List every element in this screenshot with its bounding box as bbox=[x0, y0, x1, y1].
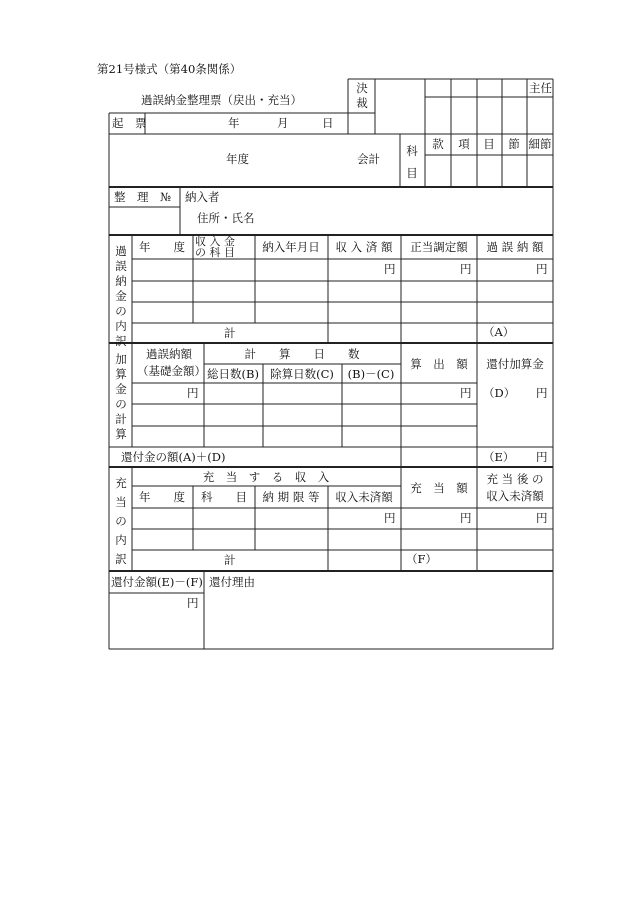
kisho-label: 起 票 bbox=[112, 116, 147, 130]
address-name-label: 住所・氏名 bbox=[197, 211, 255, 225]
op-yen-overpaid: 円 bbox=[536, 262, 548, 276]
int-sub-diff: (B)－(C) bbox=[347, 367, 395, 381]
kisho-year: 年 bbox=[228, 116, 240, 130]
kisho-day: 日 bbox=[322, 116, 334, 130]
op-header-nendo: 年 度 bbox=[139, 240, 185, 254]
kamoku-label: 科目 bbox=[406, 144, 418, 180]
allocation-side-label: 充当の内訳 bbox=[115, 476, 127, 566]
alloc-after-header-2: 収入未済額 bbox=[486, 489, 544, 503]
form-title: 過誤納金整理票（戻出・充当） bbox=[141, 93, 302, 107]
op-header-kamoku: 収 入 金の 科 目 bbox=[195, 235, 235, 259]
refund-total-label: 還付金の額(A)＋(D) bbox=[121, 450, 226, 464]
alloc-f-mark: （F） bbox=[406, 552, 437, 566]
int-sub-excluded-days: 除算日数(C) bbox=[270, 367, 334, 381]
int-calc-header: 算 出 額 bbox=[410, 357, 468, 371]
kamoku-col-saisetsu: 細節 bbox=[528, 137, 552, 151]
kamoku-col-ko: 項 bbox=[458, 137, 470, 151]
op-a-mark: （A） bbox=[483, 325, 515, 339]
overpayment-side-label: 過誤納金の内訳 bbox=[115, 244, 127, 348]
footer-yen: 円 bbox=[187, 596, 199, 610]
alloc-header-due: 納 期 限 等 bbox=[262, 490, 320, 504]
int-base-header-2: （基礎金額） bbox=[137, 364, 206, 378]
interest-side-label: 加算金の計算 bbox=[115, 352, 127, 441]
seiri-no-label: 整 理 № bbox=[114, 190, 171, 204]
int-yen-e: 円 bbox=[536, 450, 548, 464]
kisho-month: 月 bbox=[277, 116, 289, 130]
alloc-top-header: 充 当 す る 収 入 bbox=[202, 470, 330, 484]
alloc-header-kamoku: 科 目 bbox=[201, 490, 247, 504]
op-yen-assessed: 円 bbox=[460, 262, 472, 276]
op-yen-received: 円 bbox=[384, 262, 396, 276]
kamoku-nendo: 年度 bbox=[226, 152, 249, 166]
int-sub-total-days: 総日数(B) bbox=[207, 367, 259, 381]
int-yen-refund: 円 bbox=[536, 386, 548, 400]
alloc-yen-amount: 円 bbox=[460, 511, 472, 525]
kamoku-kaikei: 会計 bbox=[357, 152, 380, 166]
int-e-mark: （E） bbox=[483, 450, 515, 464]
form-number: 第21号様式（第40条関係） bbox=[97, 62, 242, 76]
alloc-header-nendo: 年 度 bbox=[139, 490, 185, 504]
refund-amount-label: 還付金額(E)－(F) bbox=[111, 575, 203, 589]
alloc-total-label: 計 bbox=[224, 553, 236, 567]
int-refund-header: 還付加算金 bbox=[486, 357, 544, 371]
op-header-overpaid: 過 誤 納 額 bbox=[486, 240, 544, 254]
alloc-after-header-1: 充 当 後 の bbox=[486, 472, 544, 486]
int-d-mark: （D） bbox=[483, 386, 516, 400]
shunin-label: 主任 bbox=[529, 81, 552, 95]
op-header-received: 収 入 済 額 bbox=[335, 240, 393, 254]
alloc-header-unpaid: 収入未済額 bbox=[335, 490, 393, 504]
approval-label: 決裁 bbox=[356, 81, 368, 110]
nonyusha-label: 納入者 bbox=[185, 190, 220, 204]
alloc-yen-after: 円 bbox=[536, 511, 548, 525]
op-total-label: 計 bbox=[224, 326, 236, 340]
int-days-header: 計 算 日 数 bbox=[244, 347, 360, 361]
int-base-header-1: 過誤納額 bbox=[146, 347, 192, 361]
int-yen-base: 円 bbox=[187, 386, 199, 400]
kamoku-col-kan: 款 bbox=[432, 137, 444, 151]
alloc-yen-unpaid: 円 bbox=[384, 511, 396, 525]
op-header-date: 納入年月日 bbox=[262, 240, 320, 254]
int-yen-calc: 円 bbox=[460, 386, 472, 400]
kamoku-col-moku: 目 bbox=[483, 137, 495, 151]
op-header-assessed: 正当調定額 bbox=[410, 240, 468, 254]
kamoku-col-setsu: 節 bbox=[508, 137, 520, 151]
refund-reason-label: 還付理由 bbox=[209, 575, 255, 589]
alloc-amount-header: 充 当 額 bbox=[410, 481, 468, 495]
